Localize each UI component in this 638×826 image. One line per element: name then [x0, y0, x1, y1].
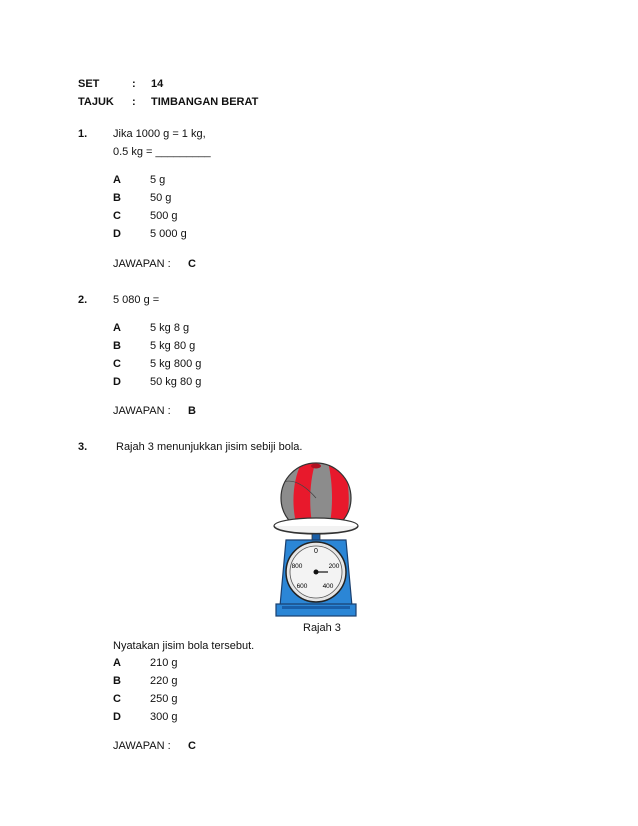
answer-label: JAWAPAN :	[113, 405, 171, 417]
option-text: 5 000 g	[150, 228, 187, 240]
question-prompt: Nyatakan jisim bola tersebut.	[113, 640, 255, 652]
svg-text:0: 0	[314, 548, 318, 555]
option-text: 500 g	[150, 210, 178, 222]
answer-value: B	[188, 405, 196, 417]
set-label: SET	[78, 78, 100, 90]
option-letter: D	[113, 711, 121, 723]
question-text: Rajah 3 menunjukkan jisim sebiji bola.	[116, 441, 303, 453]
option-text: 5 g	[150, 174, 166, 186]
question-text: Jika 1000 g = 1 kg,	[113, 128, 206, 140]
tajuk-value: TIMBANGAN BERAT	[151, 96, 259, 108]
svg-text:200: 200	[328, 563, 340, 570]
answer-label: JAWAPAN :	[113, 740, 171, 752]
option-text: 210 g	[150, 657, 178, 669]
option-letter: A	[113, 322, 121, 334]
tajuk-colon: :	[132, 96, 136, 108]
option-letter: D	[113, 376, 121, 388]
answer-value: C	[188, 740, 196, 752]
question-number: 2.	[78, 294, 88, 306]
option-text: 50 g	[150, 192, 172, 204]
option-letter: B	[113, 340, 121, 352]
answer-value: C	[188, 258, 196, 270]
option-letter: C	[113, 210, 121, 222]
option-letter: B	[113, 675, 121, 687]
answer-label: JAWAPAN :	[113, 258, 171, 270]
option-letter: A	[113, 657, 121, 669]
question-number: 1.	[78, 128, 88, 140]
scale-dial-icon	[286, 542, 346, 602]
option-letter: D	[113, 228, 121, 240]
set-value: 14	[151, 78, 164, 90]
question-text: 0.5 kg = _________	[113, 146, 211, 158]
weighing-scale-figure	[268, 456, 364, 622]
option-letter: B	[113, 192, 121, 204]
option-text: 220 g	[150, 675, 178, 687]
svg-text:600: 600	[296, 583, 308, 590]
option-text: 250 g	[150, 693, 178, 705]
option-letter: C	[113, 358, 121, 370]
option-letter: C	[113, 693, 121, 705]
svg-text:800: 800	[291, 563, 303, 570]
scale-pan-icon	[274, 518, 358, 540]
option-letter: A	[113, 174, 121, 186]
svg-text:400: 400	[322, 583, 334, 590]
option-text: 5 kg 800 g	[150, 358, 202, 370]
question-number: 3.	[78, 441, 88, 453]
option-text: 5 kg 80 g	[150, 340, 196, 352]
set-colon: :	[132, 78, 136, 90]
question-text: 5 080 g =	[113, 294, 160, 306]
figure-caption: Rajah 3	[303, 622, 341, 634]
option-text: 300 g	[150, 711, 178, 723]
option-text: 50 kg 80 g	[150, 376, 202, 388]
tajuk-label: TAJUK	[78, 96, 114, 108]
option-text: 5 kg 8 g	[150, 322, 190, 334]
